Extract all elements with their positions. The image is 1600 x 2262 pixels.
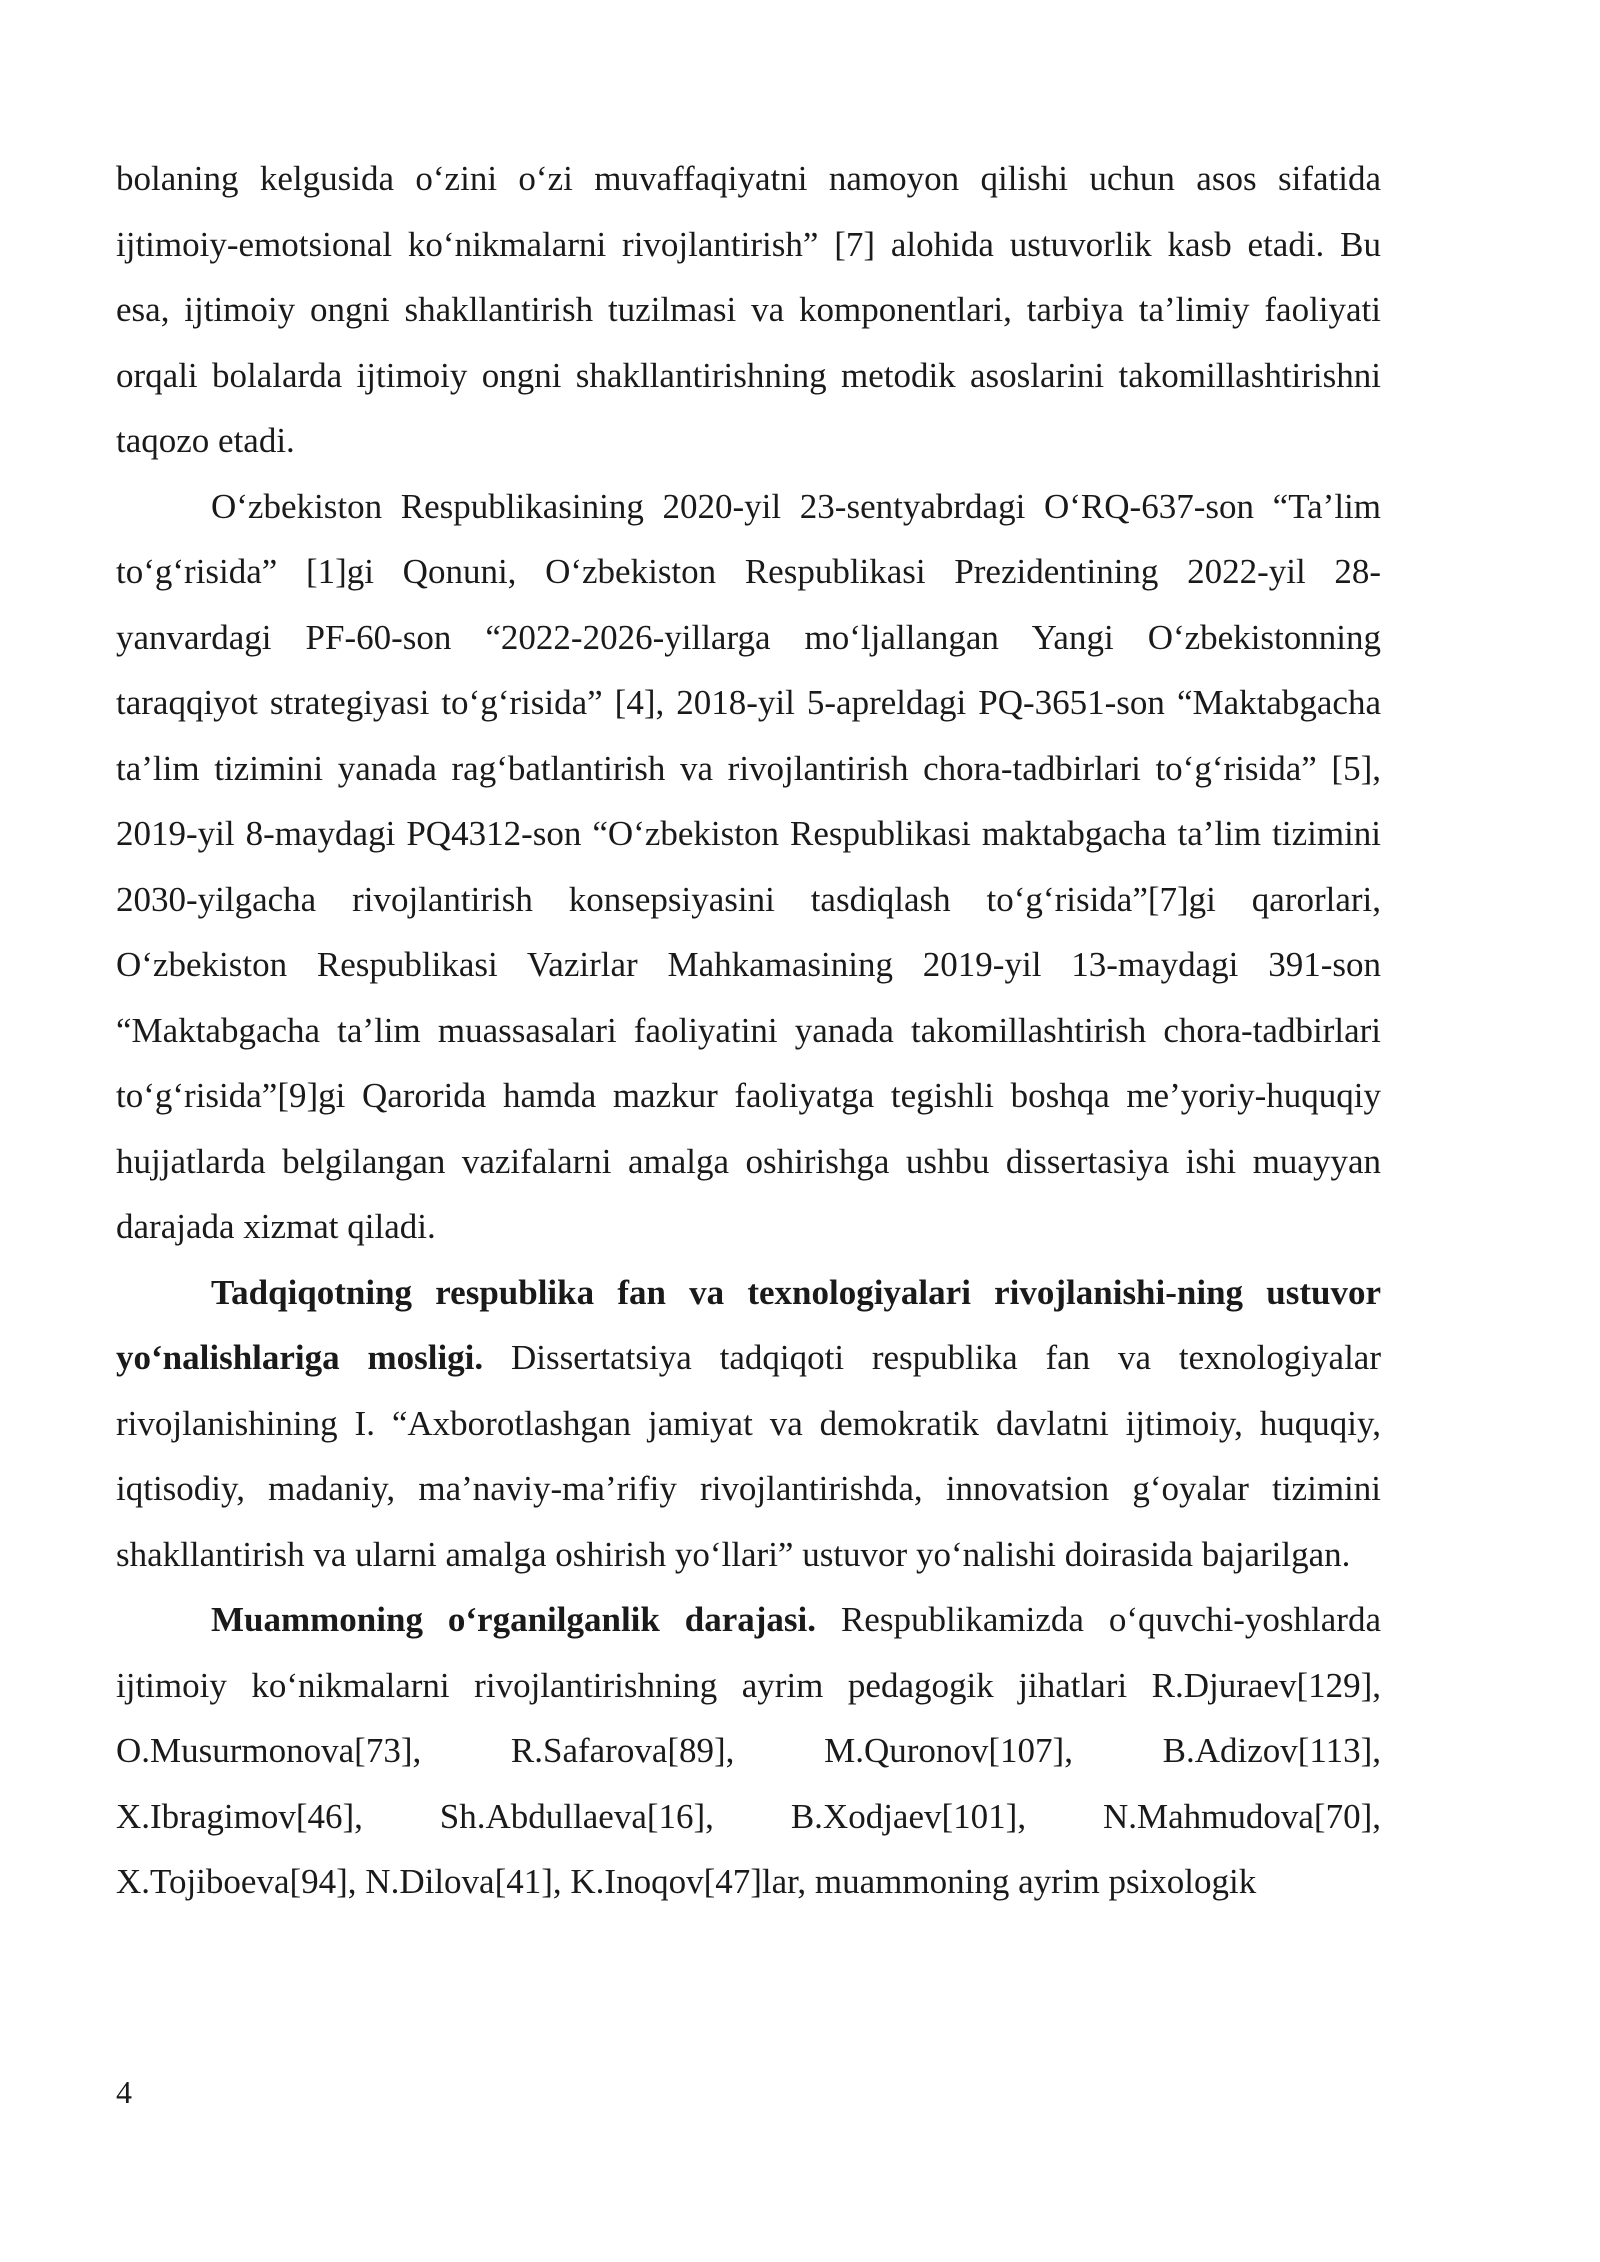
paragraph-4-heading: Muammoning o‘rganilganlik darajasi. <box>211 1600 817 1639</box>
document-body <box>116 146 1381 1915</box>
page-number: 4 <box>116 2074 132 2110</box>
paragraph-1-text: bolaning kelgusida o‘zini o‘zi muvaffaqiyatni namoyon qilishi uchun asos sifatida ijtimoiy-emotsional ko‘nikmalarni rivojlantirish” [7] alohida ustuvorlik kasb etadi. Bu esa, ijtimoiy ongni shakllantirish tuzilmasi va komponentlari, tarbiya ta’limiy faoliyati orqali bolalarda ijtimoiy ongni shakllantirishning metodik asoslarini takomillashtirishni taqozo etadi. <box>116 159 1381 460</box>
paragraph-4 <box>116 1587 1381 1915</box>
paragraph-2 <box>116 474 1381 1260</box>
paragraph-3-text: Dissertatsiya tadqiqoti respublika fan va texnologiyalar rivojlanishining I. “Axborotlashgan jamiyat va demokratik davlatni ijtimoiy, huquqiy, iqtisodiy, madaniy, ma’naviy-ma’rifiy rivojlantirishda, innovatsion g‘oyalar tizimini shakllantirish va ularni amalga oshirish yo‘llari” ustuvor yo‘nalishi doirasida bajarilgan. <box>116 1338 1381 1574</box>
paragraph-2-text: O‘zbekiston Respublikasining 2020-yil 23-sentyabrdagi O‘RQ-637-son “Ta’lim to‘g‘risida” [1]gi Qonuni, O‘zbekiston Respublikasi Prezidentining 2022-yil 28-yanvardagi PF-60-son “2022-2026-yillarga mo‘ljallangan Yangi O‘zbekistonning taraqqiyot strategiyasi to‘g‘risida” [4], 2018-yil 5-apreldagi PQ-3651-son “Maktabgacha ta’lim tizimini yanada rag‘batlantirish va rivojlantirish chora-tadbirlari to‘g‘risida” [5], 2019-yil 8-maydagi PQ4312-son “O‘zbekiston Respublikasi maktabgacha ta’lim tizimini 2030-yilgacha rivojlantirish konsepsiyasini tasdiqlash to‘g‘risida”[7]gi qarorlari, O‘zbekiston Respublikasi Vazirlar Mahkamasining 2019-yil 13-maydagi 391-son “Maktabgacha ta’lim muassasalari faoliyatini yanada takomillashtirish chora-tadbirlari to‘g‘risida”[9]gi Qarorida hamda mazkur faoliyatga tegishli boshqa me’yoriy-huquqiy hujjatlarda belgilangan vazifalarni amalga oshirishga ushbu dissertasiya ishi muayyan darajada xizmat qiladi. <box>116 486 1381 1246</box>
paragraph-1 <box>116 146 1381 474</box>
paragraph-4-text: Respublikamizda o‘quvchi-yoshlarda ijtimoiy ko‘nikmalarni rivojlantirishning ayrim pedagogik jihatlari R.Djuraev[129], O.Musurmonova[73], R.Safarova[89], M.Quronov[107], B.Adizov[113], X.Ibragimov[46], Sh.Abdullaeva[16], B.Xodjaev[101], N.Mahmudova[70], X.Tojiboeva[94], N.Dilova[41], K.Inoqov[47]lar, muammoning ayrim psixologik <box>116 1600 1381 1901</box>
paragraph-3 <box>116 1260 1381 1588</box>
paragraph-3-heading: Tadqiqotning respublika fan va texnologiyalari rivojlanishi-ning ustuvor yo‘nalishlariga mosligi. <box>116 1272 1381 1377</box>
